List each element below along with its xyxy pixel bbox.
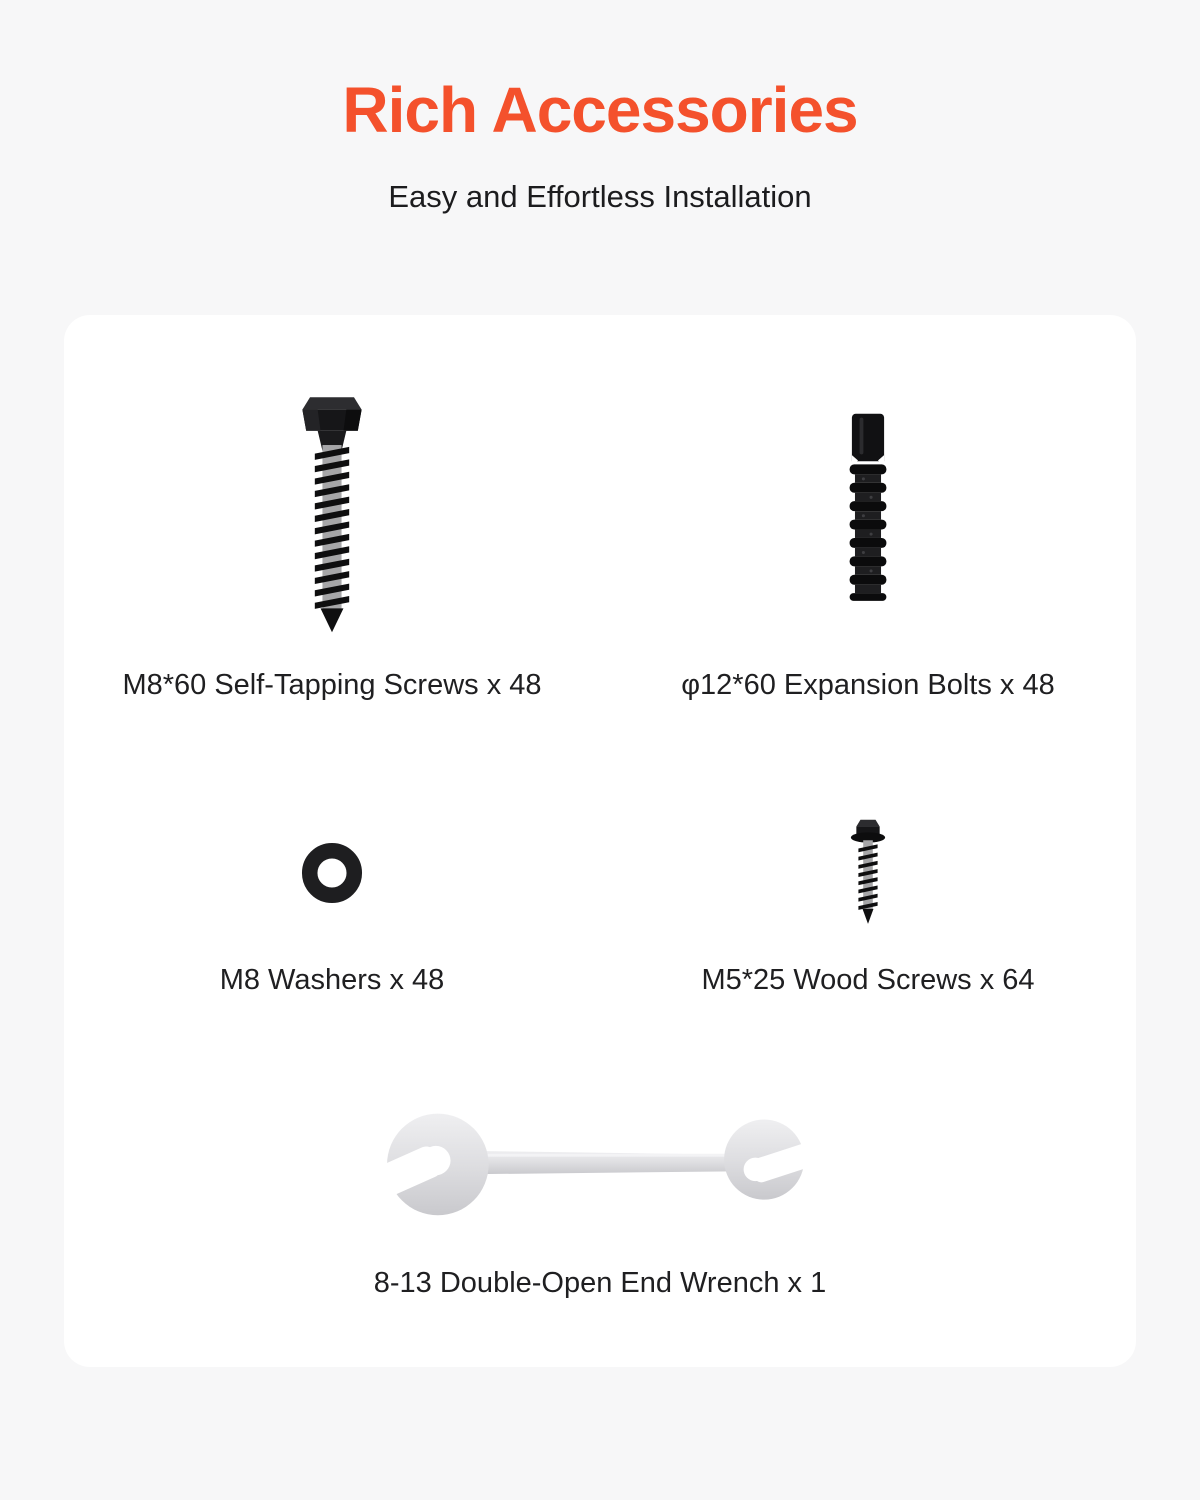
accessory-wrench bbox=[64, 1100, 1136, 1301]
lag-screw-image bbox=[289, 385, 375, 635]
washer-image bbox=[301, 842, 363, 904]
accessories-row-3 bbox=[64, 1100, 1136, 1301]
accessory-label-self-tapping-screws: M8*60 Self-Tapping Screws x 48 bbox=[122, 669, 542, 702]
expansion-bolt-image bbox=[845, 385, 891, 625]
expansion-bolt-image-box bbox=[845, 385, 891, 635]
page-header bbox=[0, 0, 1200, 217]
accessory-label-wood-screws: M5*25 Wood Screws x 64 bbox=[701, 964, 1035, 997]
accessories-row-2 bbox=[64, 815, 1136, 998]
page-title: Rich Accessories bbox=[342, 74, 858, 146]
accessories-card bbox=[64, 315, 1136, 1367]
accessory-washers bbox=[64, 815, 600, 998]
washer-image-box bbox=[301, 815, 363, 930]
wood-screw-image-box bbox=[844, 815, 892, 930]
open-end-wrench-image bbox=[375, 1100, 825, 1227]
accessory-self-tapping-screws bbox=[64, 385, 600, 703]
accessories-row-1 bbox=[64, 385, 1136, 703]
accessory-label-washers: M8 Washers x 48 bbox=[219, 964, 445, 997]
accessory-label-expansion-bolts: φ12*60 Expansion Bolts x 48 bbox=[681, 669, 1055, 702]
wood-screw-image bbox=[844, 814, 892, 931]
accessory-expansion-bolts bbox=[600, 385, 1136, 703]
page-subtitle: Easy and Effortless Installation bbox=[388, 179, 812, 215]
accessory-label-wrench: 8-13 Double-Open End Wrench x 1 bbox=[373, 1267, 827, 1300]
accessory-wood-screws bbox=[600, 815, 1136, 998]
lag-screw-image-box bbox=[289, 385, 375, 635]
wrench-image-box bbox=[375, 1100, 825, 1227]
